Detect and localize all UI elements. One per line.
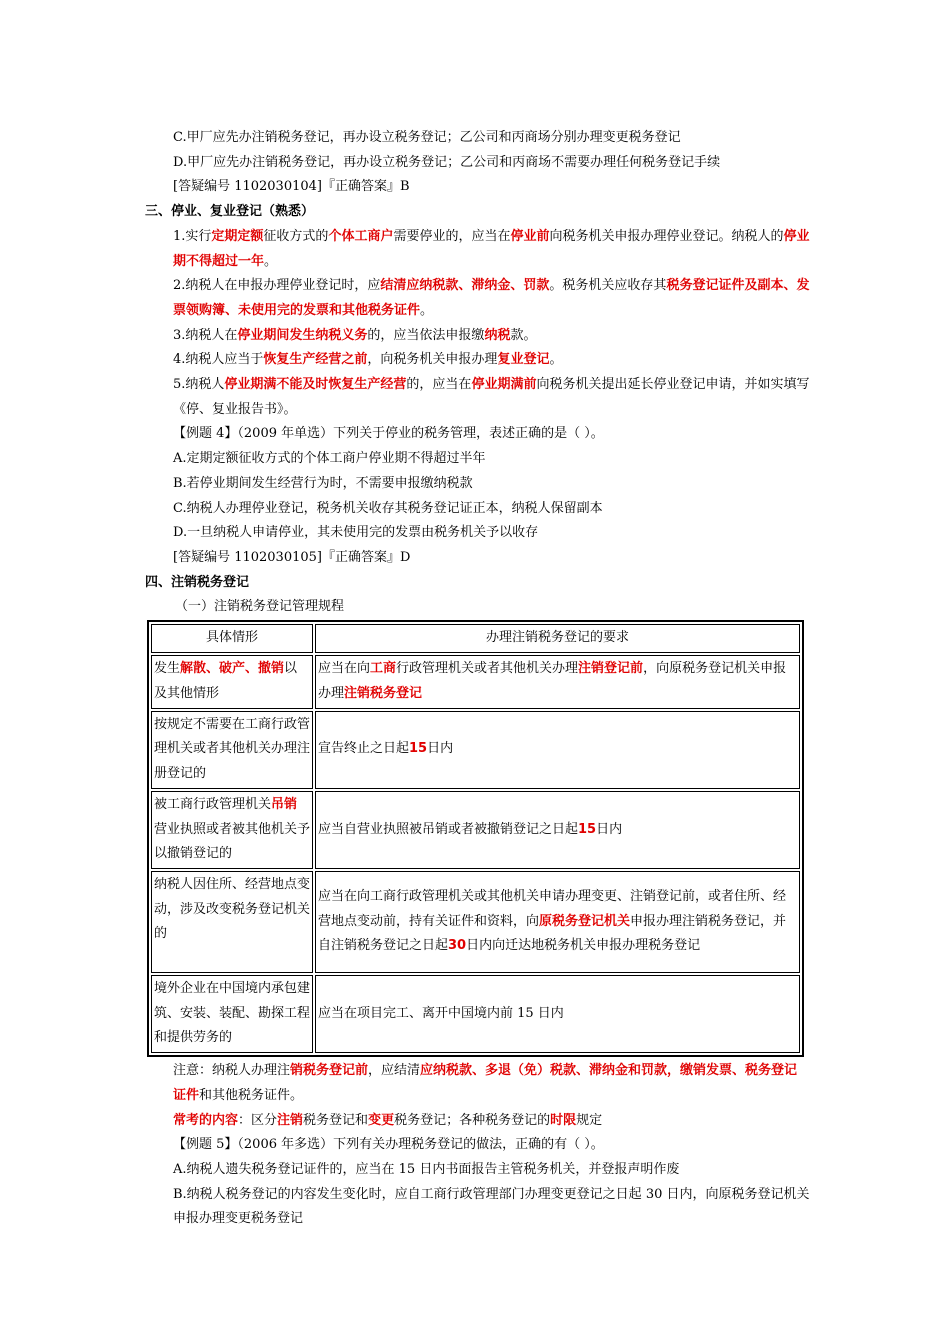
- table-row: [151, 791, 800, 869]
- example-4-option-d: D.一旦纳税人申请停业，其未使用完的发票由税务机关予以收存: [173, 525, 539, 541]
- example-4-option-b: B.若停业期间发生经营行为时，不需要申报缴纳税款: [173, 475, 473, 491]
- table-row: [151, 711, 800, 789]
- paragraph-1: 1.实行定期定额征收方式的个体工商户需要停业的，应当在停业前向税务机关申报办理停业登记。纳税人的停业期不得超过一年。: [173, 228, 810, 269]
- situation-cell: 境外企业在中国境内承包建筑、安装、装配、勘探工程和提供劳务的: [151, 975, 313, 1053]
- option-c-line: C.甲厂应先办注销税务登记，再办设立税务登记；乙公司和丙商场分别办理变更税务登记: [173, 130, 681, 145]
- requirement-cell: 应当在项目完工、离开中国境内前 15 日内: [315, 975, 800, 1053]
- example-5-option-a: A.纳税人遗失税务登记证件的，应当在 15 日内书面报告主管税务机关，并登报声明作废: [173, 1161, 680, 1177]
- subsection-heading: （一）注销税务登记管理规程: [175, 599, 345, 615]
- paragraph-2: 2.纳税人在申报办理停业登记时，应结清应纳税款、滞纳金、罚款。税务机关应收存其税务登记证件及副本、发票领购簿、未使用完的发票和其他税务证件。: [173, 278, 810, 318]
- table-row: [151, 975, 800, 1053]
- requirement-cell: 应当自营业执照被吊销或者被撤销登记之日起15日内: [315, 791, 800, 869]
- table-row: [151, 655, 800, 709]
- deregistration-table: [147, 620, 804, 1057]
- document-page: [145, 126, 810, 1232]
- example-4-question: 【例题 4】（2009 年单选）下列关于停业的税务管理，表述正确的是（ ）。: [173, 426, 604, 442]
- example-4-option-a: A.定期定额征收方式的个体工商户停业期不得超过半年: [173, 451, 486, 467]
- situation-cell: 按规定不需要在工商行政管理机关或者其他机关办理注册登记的: [151, 711, 313, 789]
- section-heading-4: 四、注销税务登记: [145, 574, 250, 590]
- paragraph-3: 3.纳税人在停业期间发生纳税义务的，应当依法申报缴纳税款。: [173, 327, 537, 343]
- requirement-cell: 应当在向工商行政管理机关或其他机关申请办理变更、注销登记前，或者住所、经营地点变动前，持有关证件和资料，向原税务登记机关申报办理注销税务登记，并自注销税务登记之日起30日内向迁达地税务机关申报办理税务登记: [315, 871, 800, 973]
- table-header-row: [151, 624, 800, 653]
- answer-line-1: [答疑编号 1102030104]『正确答案』B: [173, 179, 410, 195]
- requirement-cell: 应当在向工商行政管理机关或者其他机关办理注销登记前，向原税务登记机关申报办理注销税务登记: [315, 655, 800, 709]
- table-row: [151, 871, 800, 973]
- situation-cell: 发生解散、破产、撤销以及其他情形: [151, 655, 313, 709]
- focus-line: 常考的内容：区分注销税务登记和变更税务登记；各种税务登记的时限规定: [173, 1112, 603, 1128]
- table-header-requirement: 办理注销税务登记的要求: [315, 624, 800, 653]
- situation-cell: 纳税人因住所、经营地点变动，涉及改变税务登记机关的: [151, 871, 313, 973]
- requirement-cell: 宣告终止之日起15日内: [315, 711, 800, 789]
- situation-cell: 被工商行政管理机关吊销营业执照或者被其他机关予以撤销登记的: [151, 791, 313, 869]
- note-paragraph: 注意：纳税人办理注销税务登记前，应结清应纳税款、多退（免）税款、滞纳金和罚款，缴销发票、税务登记证件和其他税务证件。: [173, 1063, 798, 1103]
- table-header-situation: 具体情形: [151, 624, 313, 653]
- option-d-line: D.甲厂应先办注销税务登记，再办设立税务登记；乙公司和丙商场不需要办理任何税务登记手续: [173, 154, 721, 170]
- section-heading-3: 三、停业、复业登记（熟悉）: [145, 204, 315, 220]
- example-4-option-c: C.纳税人办理停业登记，税务机关收存其税务登记证正本，纳税人保留副本: [173, 500, 603, 516]
- example-5-option-b: B.纳税人税务登记的内容发生变化时，应自工商行政管理部门办理变更登记之日起 30 日内，向原税务登记机关申报办理变更税务登记: [173, 1186, 810, 1227]
- answer-line-2: [答疑编号 1102030105]『正确答案』D: [173, 549, 411, 565]
- paragraph-5: 5.纳税人停业期满不能及时恢复生产经营的，应当在停业期满前向税务机关提出延长停业登记申请，并如实填写《停、复业报告书》。: [173, 377, 810, 417]
- paragraph-4: 4.纳税人应当于恢复生产经营之前，向税务机关申报办理复业登记。: [173, 352, 563, 368]
- example-5-question: 【例题 5】（2006 年多选）下列有关办理税务登记的做法，正确的有（ ）。: [173, 1137, 604, 1153]
